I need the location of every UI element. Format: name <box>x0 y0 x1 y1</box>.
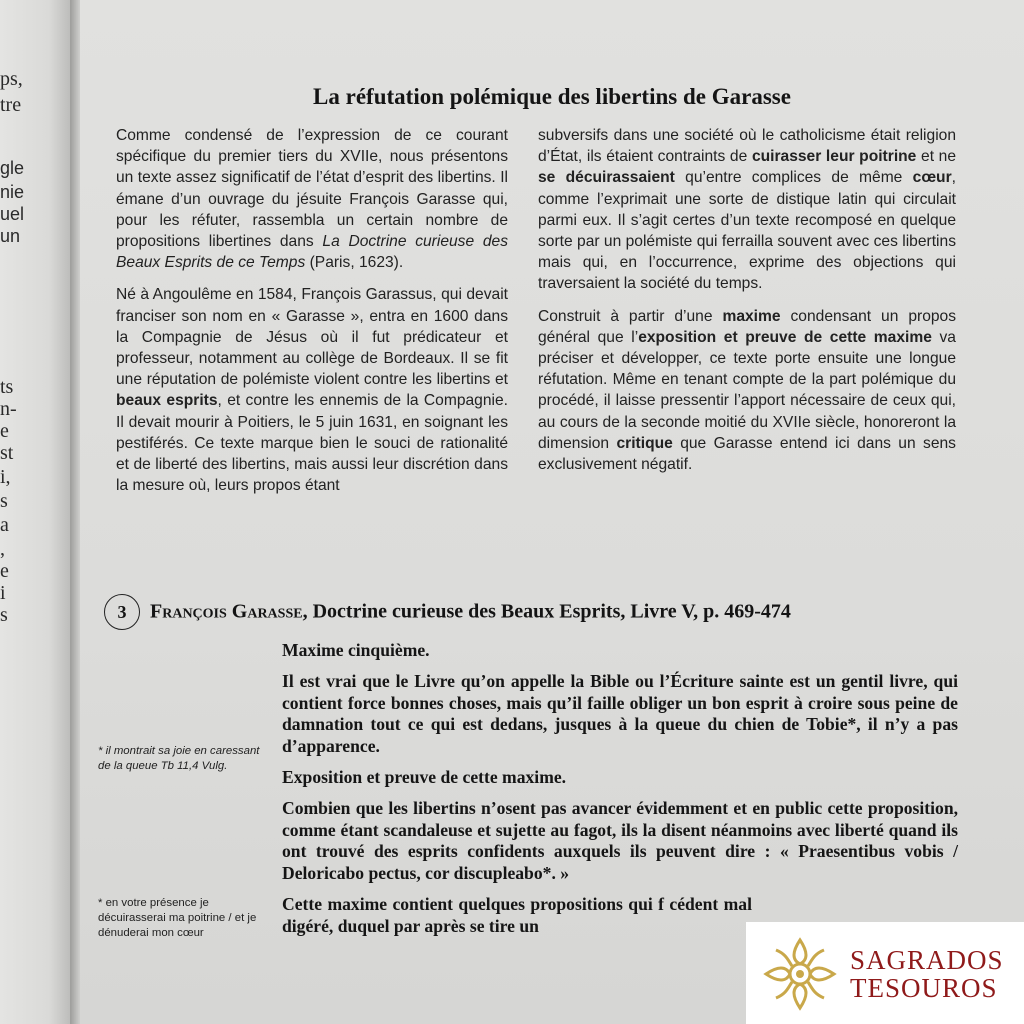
text: qu’entre complices de même <box>685 169 903 187</box>
section-author: François Garasse <box>150 600 303 623</box>
paragraph <box>538 306 956 476</box>
left-fragment: n- <box>0 398 17 420</box>
paragraph <box>538 125 956 295</box>
left-fragment: un <box>0 226 21 246</box>
maxime-text: Il est vrai que le Livre qu’on appelle la Bible ou l’Écriture sainte est un gentil livre, qui contient force bonnes choses, mais qu’il faille obliger un bon esprit à croire sous peine de damnation tout ce qui est dedans, jusques à la queue du chien de Tobie*, il n’y a pas d’apparence. <box>282 670 958 757</box>
right-page <box>80 0 1024 1024</box>
left-fragment: i, <box>0 466 11 488</box>
excerpt <box>282 640 958 947</box>
left-fragment: a <box>0 514 9 536</box>
brand-name <box>850 946 1004 1002</box>
left-fragment: nie <box>0 182 25 202</box>
text: subversifs dans une société où le catholicisme était religion d’État, ils étaient contraints de <box>538 127 956 166</box>
intro-column-left <box>116 125 508 507</box>
left-fragment: ts <box>0 376 14 398</box>
brand-line: TESOUROS <box>850 973 998 1003</box>
highlight: beaux esprits <box>116 392 218 410</box>
text: , comme l’exprimait une sorte de distique latin qui circulait parmi eux. Il s’agit certes d’un texte recomposé en quelque sorte par un polémiste qui ferrailla souvent avec ces libertins mais qui, en l’occurrence, exprime des objections qui traversaient la société du temps. <box>538 169 956 293</box>
text: , et contre les ennemis de la Compagnie. Il devait mourir à Poitiers, le 5 juin 1631, en soignant les pestiférés. Ce texte marque bien le souci de rationalité et de liberté des libertins, mais aussi leur discrétion dans la mesure où, leurs propos étant <box>116 392 508 495</box>
section-heading <box>104 594 1004 630</box>
text: Comme condensé de l’expression de ce courant spécifique du premier tiers du XVIIe, nous présentons un texte assez significatif de l’état d’esprit des libertins. Il émane d’un ouvrage du jésuite François Garasse qui, pour les réfuter, rassembla un certain nombre de propositions libertines dans <box>116 127 508 251</box>
left-fragment: s <box>0 604 8 626</box>
highlight: cœur <box>912 169 952 187</box>
text: Construit à partir d’une <box>538 307 713 325</box>
highlight: se décuirassaient <box>538 169 675 187</box>
excerpt-heading: Exposition et preuve de cette maxime. <box>282 766 567 787</box>
left-fragment: ps, <box>0 68 23 90</box>
highlight: cuirasser leur poitrine <box>751 148 917 166</box>
highlight: critique <box>616 434 673 452</box>
left-fragment: e <box>0 420 9 442</box>
text: va préciser et développer, ce texte porte ensuite une longue réfutation. Même en tenant compte de la part polémique du procédé, il laisse pressentir l’apport nécessaire de ceux qui, au cours de la seconde moitié du XVIIe siècle, honoreront la dimension <box>538 328 956 452</box>
left-fragment: , <box>0 538 5 560</box>
text: (Paris, 1623). <box>309 254 404 272</box>
margin-note: * en votre présence je décuirasserai ma poitrine / et je dénuderai mon cœur <box>98 897 257 939</box>
intro-column-right <box>538 125 956 486</box>
left-fragment: s <box>0 490 8 512</box>
left-fragment: i <box>0 582 6 604</box>
highlight: maxime <box>722 307 781 325</box>
left-fragment: gle <box>0 158 25 178</box>
highlight: exposition et preuve de cette maxime <box>638 328 932 346</box>
paragraph <box>116 125 508 273</box>
left-fragment: uel <box>0 204 25 224</box>
exposition-text: Combien que les libertins n’osent pas avancer évidemment et en public cette proposition, comme étant scandaleuse et sujette au fagot, ils la disent néanmoins avec liberté quand ils ont trouvé des esprits confidents auxquels ils peuvent dire : « Praesentibus vobis / Deloricabo pectus, cor discupleabo*. » <box>282 797 958 884</box>
text: et ne <box>921 148 957 166</box>
brand-line: SAGRADOS <box>850 945 1004 975</box>
excerpt-heading: Maxime cinquième. <box>282 640 430 660</box>
page-title: La réfutation polémique des libertins de Garasse <box>313 84 791 109</box>
paragraph <box>116 284 508 496</box>
text: condensant un propos général que l’ <box>538 307 957 346</box>
section-work: , Doctrine curieuse des Beaux Esprits, Livre V, p. 469-474 <box>302 600 791 623</box>
section-number: 3 <box>104 594 140 630</box>
book-gutter <box>70 0 80 1024</box>
brand-logo <box>746 922 1024 1024</box>
text: Né à Angoulême en 1584, François Garassus, qui devait franciser son nom en « Garasse », entra en 1600 dans la Compagnie de Jésus où il fut prédicateur et professeur, notamment au collège de Bordeaux. Il se fit une réputation de polémiste violent contre les libertins et <box>116 286 508 389</box>
left-page <box>0 0 70 1024</box>
book-title: La Doctrine curieuse des Beaux Esprits de ce Temps <box>116 233 508 272</box>
left-fragment: e <box>0 560 9 582</box>
left-fragment: tre <box>0 94 22 116</box>
left-fragment: st <box>0 442 14 464</box>
excerpt-last: Cette maxime contient quelques propositions qui f cédent mal digéré, duquel par après se tire un <box>282 893 752 936</box>
text: que Garasse entend ici dans un sens exclusivement négatif. <box>538 434 956 474</box>
ornament-emblem-icon <box>760 934 840 1014</box>
margin-note: * il montrait sa joie en caressant de la queue Tb 11,4 Vulg. <box>98 745 260 772</box>
